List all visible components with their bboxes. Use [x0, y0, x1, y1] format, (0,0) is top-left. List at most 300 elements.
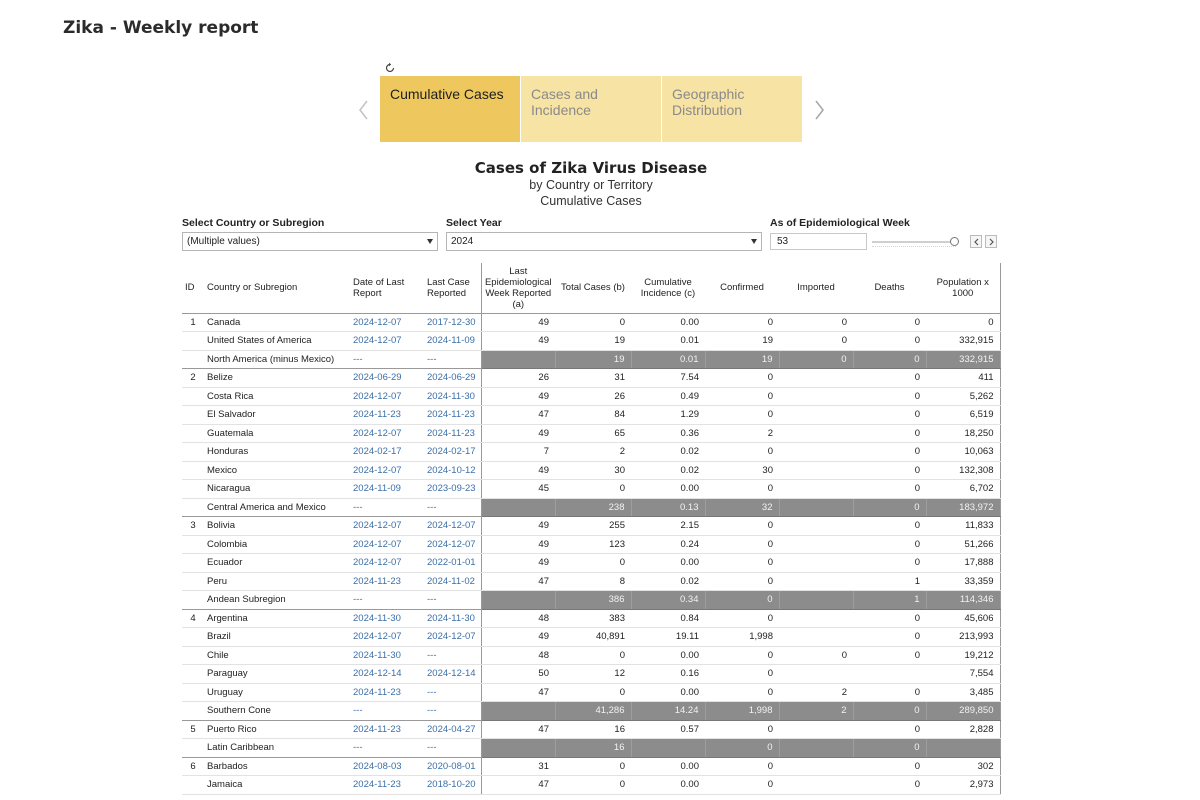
cell-total-cases: 19 [555, 332, 631, 351]
cell-date-last-report[interactable]: 2024-12-14 [350, 665, 424, 684]
cell-country: Nicaragua [204, 480, 350, 499]
cell-imported [779, 739, 853, 758]
cell-last-epi-week [481, 739, 555, 758]
cell-last-epi-week: 49 [481, 424, 555, 443]
table-row [182, 535, 1000, 554]
cell-imported [779, 387, 853, 406]
year-select[interactable] [446, 232, 762, 251]
cell-imported: 0 [779, 646, 853, 665]
tab-geographic-distribution[interactable]: Geographic Distribution [662, 76, 802, 142]
cell-imported [779, 554, 853, 573]
cell-confirmed: 0 [705, 720, 779, 739]
cell-last-case[interactable]: 2024-12-14 [424, 665, 481, 684]
cell-deaths: 0 [853, 424, 926, 443]
cell-population: 51,266 [926, 535, 1000, 554]
col-header-total-cases: Total Cases (b) [561, 282, 625, 294]
cell-date-last-report: --- [350, 498, 424, 517]
cell-deaths: 0 [853, 387, 926, 406]
cell-country: El Salvador [204, 406, 350, 425]
cell-population: 213,993 [926, 628, 1000, 647]
cell-deaths: 0 [853, 406, 926, 425]
cell-incidence: 1.29 [631, 406, 705, 425]
cell-population: 19,212 [926, 646, 1000, 665]
subtotal-row [182, 498, 1000, 517]
cell-imported [779, 572, 853, 591]
cell-country: Costa Rica [204, 387, 350, 406]
cell-imported [779, 609, 853, 628]
cell-date-last-report[interactable]: 2024-12-07 [350, 554, 424, 573]
cell-id [182, 591, 204, 610]
cell-id [182, 480, 204, 499]
cell-deaths: 0 [853, 480, 926, 499]
cell-last-epi-week: 47 [481, 776, 555, 795]
cell-imported [779, 535, 853, 554]
week-slider-ticks [872, 246, 956, 249]
subtotal-row [182, 350, 1000, 369]
year-filter-label: Select Year [446, 217, 502, 229]
cell-country: Southern Cone [204, 702, 350, 721]
cell-last-epi-week: 50 [481, 665, 555, 684]
cell-id [182, 665, 204, 684]
cell-deaths: 0 [853, 628, 926, 647]
cell-last-case[interactable]: 2017-12-30 [424, 313, 481, 332]
cell-confirmed: 0 [705, 517, 779, 536]
cell-deaths: 0 [853, 683, 926, 702]
week-slider-track[interactable] [872, 241, 956, 243]
cell-last-case[interactable]: 2024-11-02 [424, 572, 481, 591]
cell-country: Paraguay [204, 665, 350, 684]
cell-date-last-report[interactable]: 2024-12-07 [350, 424, 424, 443]
cell-country: Puerto Rico [204, 720, 350, 739]
cell-country: Andean Subregion [204, 591, 350, 610]
cell-total-cases: 31 [555, 369, 631, 388]
cell-incidence: 0.02 [631, 443, 705, 462]
cell-last-case[interactable]: 2024-02-17 [424, 443, 481, 462]
cell-last-case[interactable]: 2024-12-07 [424, 517, 481, 536]
cell-last-epi-week: 49 [481, 332, 555, 351]
cell-total-cases: 0 [555, 554, 631, 573]
cell-country: Brazil [204, 628, 350, 647]
cell-deaths: 0 [853, 350, 926, 369]
cell-deaths: 0 [853, 720, 926, 739]
cell-imported [779, 757, 853, 776]
cell-total-cases: 123 [555, 535, 631, 554]
cell-last-epi-week: 26 [481, 369, 555, 388]
cell-population: 3,485 [926, 683, 1000, 702]
cell-incidence: 0.57 [631, 720, 705, 739]
cell-country: Belize [204, 369, 350, 388]
cell-deaths: 0 [853, 739, 926, 758]
cell-population: 0 [926, 313, 1000, 332]
cell-country: Mexico [204, 461, 350, 480]
cell-date-last-report: --- [350, 739, 424, 758]
cell-incidence: 2.15 [631, 517, 705, 536]
cell-last-case[interactable]: 2020-08-01 [424, 757, 481, 776]
caret-down-icon [751, 239, 757, 244]
cell-total-cases: 40,891 [555, 628, 631, 647]
cell-id: 2 [182, 369, 204, 388]
cell-deaths: 1 [853, 572, 926, 591]
cell-deaths: 0 [853, 313, 926, 332]
cell-population: 289,850 [926, 702, 1000, 721]
cell-date-last-report[interactable]: 2024-12-07 [350, 387, 424, 406]
cell-last-case[interactable]: 2024-12-07 [424, 535, 481, 554]
cell-deaths: 0 [853, 535, 926, 554]
cell-last-case[interactable]: 2024-06-29 [424, 369, 481, 388]
cell-imported [779, 369, 853, 388]
cell-population: 5,262 [926, 387, 1000, 406]
cell-imported [779, 776, 853, 795]
cell-id: 1 [182, 313, 204, 332]
cell-date-last-report[interactable]: 2024-11-30 [350, 609, 424, 628]
cell-date-last-report[interactable]: 2024-12-07 [350, 628, 424, 647]
cell-last-case: --- [424, 683, 481, 702]
cell-id [182, 535, 204, 554]
cell-last-case[interactable]: 2023-09-23 [424, 480, 481, 499]
table-row [182, 387, 1000, 406]
cell-last-case: --- [424, 591, 481, 610]
cell-imported [779, 665, 853, 684]
cell-country: Uruguay [204, 683, 350, 702]
cell-date-last-report: --- [350, 350, 424, 369]
cell-last-epi-week: 49 [481, 387, 555, 406]
cell-imported: 2 [779, 702, 853, 721]
cell-imported: 0 [779, 350, 853, 369]
cell-deaths [853, 665, 926, 684]
cell-id: 5 [182, 720, 204, 739]
cell-confirmed: 0 [705, 535, 779, 554]
cell-confirmed: 32 [705, 498, 779, 517]
story-navigator [355, 76, 830, 142]
cell-id [182, 424, 204, 443]
cell-incidence: 0.00 [631, 480, 705, 499]
caret-down-icon [427, 239, 433, 244]
table-row [182, 572, 1000, 591]
cell-deaths: 0 [853, 498, 926, 517]
cell-incidence: 0.00 [631, 554, 705, 573]
cell-incidence: 0.02 [631, 572, 705, 591]
cell-last-case: --- [424, 739, 481, 758]
cell-id [182, 461, 204, 480]
cell-date-last-report[interactable]: 2024-11-23 [350, 683, 424, 702]
cell-deaths: 0 [853, 776, 926, 795]
cell-last-case[interactable]: 2024-04-27 [424, 720, 481, 739]
cell-last-epi-week: 49 [481, 535, 555, 554]
cell-imported [779, 480, 853, 499]
cell-deaths: 1 [853, 591, 926, 610]
cell-last-epi-week [481, 350, 555, 369]
cell-date-last-report[interactable]: 2024-12-07 [350, 517, 424, 536]
cell-last-epi-week: 49 [481, 461, 555, 480]
cell-last-epi-week: 47 [481, 406, 555, 425]
cell-date-last-report[interactable]: 2024-12-07 [350, 535, 424, 554]
cell-date-last-report[interactable]: 2024-06-29 [350, 369, 424, 388]
cell-country: Jamaica [204, 776, 350, 795]
cell-imported [779, 443, 853, 462]
cell-total-cases: 16 [555, 720, 631, 739]
table-row [182, 406, 1000, 425]
table-row [182, 443, 1000, 462]
week-filter-label: As of Epidemiological Week [770, 217, 910, 229]
cell-id [182, 702, 204, 721]
cell-id [182, 350, 204, 369]
table-row [182, 332, 1000, 351]
cell-confirmed: 0 [705, 646, 779, 665]
cell-confirmed: 1,998 [705, 628, 779, 647]
cell-confirmed: 0 [705, 480, 779, 499]
cell-date-last-report[interactable]: 2024-11-23 [350, 572, 424, 591]
cell-date-last-report[interactable]: 2024-12-07 [350, 461, 424, 480]
cell-population: 114,346 [926, 591, 1000, 610]
cell-incidence: 0.36 [631, 424, 705, 443]
cell-date-last-report[interactable]: 2024-11-09 [350, 480, 424, 499]
cell-country: Ecuador [204, 554, 350, 573]
cell-total-cases: 84 [555, 406, 631, 425]
cell-incidence: 0.00 [631, 646, 705, 665]
cell-confirmed: 19 [705, 350, 779, 369]
page-title: Zika - Weekly report [63, 18, 259, 38]
table-row [182, 554, 1000, 573]
cell-deaths: 0 [853, 369, 926, 388]
cell-confirmed: 0 [705, 443, 779, 462]
table-row [182, 313, 1000, 332]
cell-last-case[interactable]: 2024-11-23 [424, 406, 481, 425]
refresh-icon[interactable] [384, 62, 396, 74]
report-subtitle-2: Cumulative Cases [540, 194, 642, 208]
table-row [182, 461, 1000, 480]
cell-total-cases: 41,286 [555, 702, 631, 721]
cell-total-cases: 0 [555, 757, 631, 776]
cell-imported: 2 [779, 683, 853, 702]
cell-id [182, 498, 204, 517]
cell-id [182, 406, 204, 425]
country-select-value: (Multiple values) [187, 236, 260, 247]
tab-cases-and-incidence[interactable]: Cases and Incidence [521, 76, 661, 142]
cell-total-cases: 12 [555, 665, 631, 684]
cell-date-last-report[interactable]: 2024-11-23 [350, 720, 424, 739]
cell-incidence: 0.01 [631, 332, 705, 351]
cell-country: Latin Caribbean [204, 739, 350, 758]
cell-incidence: 0.00 [631, 757, 705, 776]
week-input[interactable]: 53 [770, 233, 867, 250]
cell-total-cases: 26 [555, 387, 631, 406]
cell-total-cases: 383 [555, 609, 631, 628]
cell-confirmed: 0 [705, 609, 779, 628]
cell-last-epi-week: 49 [481, 554, 555, 573]
cell-deaths: 0 [853, 517, 926, 536]
cell-confirmed: 0 [705, 683, 779, 702]
cell-population: 18,250 [926, 424, 1000, 443]
cell-population: 132,308 [926, 461, 1000, 480]
cell-confirmed: 0 [705, 665, 779, 684]
report-subtitle: by Country or Territory [529, 178, 653, 192]
cell-population: 411 [926, 369, 1000, 388]
cell-incidence: 0.16 [631, 665, 705, 684]
col-header-imported: Imported [797, 282, 835, 294]
subtotal-row [182, 702, 1000, 721]
cell-incidence: 0.13 [631, 498, 705, 517]
cell-population: 10,063 [926, 443, 1000, 462]
cell-last-epi-week: 48 [481, 646, 555, 665]
cell-id [182, 572, 204, 591]
cell-date-last-report[interactable]: 2024-02-17 [350, 443, 424, 462]
col-header-last-case: Last Case Reported [427, 276, 470, 299]
cell-last-case[interactable]: 2024-10-12 [424, 461, 481, 480]
week-next-button[interactable] [985, 235, 997, 248]
cell-confirmed: 0 [705, 313, 779, 332]
cell-deaths: 0 [853, 443, 926, 462]
cell-date-last-report[interactable]: 2024-12-07 [350, 313, 424, 332]
cell-date-last-report[interactable]: 2024-08-03 [350, 757, 424, 776]
cell-id [182, 443, 204, 462]
cell-last-epi-week [481, 498, 555, 517]
cell-population: 33,359 [926, 572, 1000, 591]
cell-last-case: --- [424, 646, 481, 665]
cell-incidence: 0.00 [631, 776, 705, 795]
col-header-deaths: Deaths [874, 282, 905, 294]
cell-confirmed: 0 [705, 406, 779, 425]
cell-last-case[interactable]: 2024-11-23 [424, 424, 481, 443]
cell-deaths: 0 [853, 609, 926, 628]
table-header-row [182, 263, 1000, 313]
cell-confirmed: 0 [705, 387, 779, 406]
table-row [182, 683, 1000, 702]
chevron-left-icon [973, 238, 980, 246]
cell-total-cases: 0 [555, 480, 631, 499]
chevron-right-icon [988, 238, 995, 246]
cell-country: United States of America [204, 332, 350, 351]
cell-incidence: 0.34 [631, 591, 705, 610]
cell-incidence: 14.24 [631, 702, 705, 721]
cell-date-last-report[interactable]: 2024-11-23 [350, 776, 424, 795]
cell-country: Canada [204, 313, 350, 332]
subtotal-row [182, 739, 1000, 758]
cell-total-cases: 16 [555, 739, 631, 758]
cell-incidence: 0.84 [631, 609, 705, 628]
chevron-left-icon[interactable] [355, 98, 373, 122]
cell-last-epi-week [481, 702, 555, 721]
cell-incidence: 0.49 [631, 387, 705, 406]
cell-imported [779, 517, 853, 536]
cell-last-epi-week: 7 [481, 443, 555, 462]
cell-id: 4 [182, 609, 204, 628]
cell-population: 7,554 [926, 665, 1000, 684]
cell-imported: 0 [779, 313, 853, 332]
report-title: Cases of Zika Virus Disease [474, 159, 708, 177]
col-header-id: ID [185, 282, 195, 294]
chevron-right-icon[interactable] [810, 98, 828, 122]
col-header-country: Country or Subregion [207, 282, 298, 294]
cell-country: Peru [204, 572, 350, 591]
cell-incidence: 0.00 [631, 683, 705, 702]
cell-country: Barbados [204, 757, 350, 776]
cell-population: 302 [926, 757, 1000, 776]
cell-total-cases: 0 [555, 646, 631, 665]
cell-confirmed: 0 [705, 554, 779, 573]
table-row [182, 646, 1000, 665]
week-slider-thumb[interactable] [950, 237, 959, 246]
cell-population: 2,828 [926, 720, 1000, 739]
tab-cumulative-cases[interactable]: Cumulative Cases [380, 76, 520, 142]
cell-country: Argentina [204, 609, 350, 628]
cell-imported [779, 720, 853, 739]
cell-id: 3 [182, 517, 204, 536]
table-row [182, 628, 1000, 647]
year-select-value: 2024 [451, 236, 474, 247]
cell-imported [779, 498, 853, 517]
cell-deaths: 0 [853, 646, 926, 665]
cell-country: North America (minus Mexico) [204, 350, 350, 369]
cell-last-case[interactable]: 2024-11-30 [424, 609, 481, 628]
cell-last-epi-week [481, 591, 555, 610]
table-row [182, 757, 1000, 776]
cell-last-epi-week: 31 [481, 757, 555, 776]
cell-incidence: 0.24 [631, 535, 705, 554]
table-row [182, 609, 1000, 628]
cell-date-last-report[interactable]: 2024-11-30 [350, 646, 424, 665]
cell-imported [779, 424, 853, 443]
col-header-date-last-report: Date of Last Report [353, 276, 405, 299]
cell-confirmed: 1,998 [705, 702, 779, 721]
subtotal-row [182, 591, 1000, 610]
cell-imported [779, 406, 853, 425]
cell-confirmed: 0 [705, 591, 779, 610]
country-select[interactable] [182, 232, 438, 251]
cell-date-last-report[interactable]: 2024-12-07 [350, 332, 424, 351]
cell-deaths: 0 [853, 702, 926, 721]
cell-last-case[interactable]: 2022-01-01 [424, 554, 481, 573]
cell-id [182, 332, 204, 351]
cell-last-case[interactable]: 2024-11-30 [424, 387, 481, 406]
cell-incidence: 0.02 [631, 461, 705, 480]
table-row [182, 369, 1000, 388]
cell-incidence: 7.54 [631, 369, 705, 388]
cell-confirmed: 0 [705, 757, 779, 776]
table-row [182, 720, 1000, 739]
cell-total-cases: 255 [555, 517, 631, 536]
cell-last-case[interactable]: 2018-10-20 [424, 776, 481, 795]
week-prev-button[interactable] [970, 235, 982, 248]
cell-incidence: 0.01 [631, 350, 705, 369]
cell-population [926, 739, 1000, 758]
cell-last-epi-week: 45 [481, 480, 555, 499]
cell-confirmed: 0 [705, 369, 779, 388]
cell-date-last-report: --- [350, 591, 424, 610]
cell-date-last-report: --- [350, 702, 424, 721]
cell-total-cases: 2 [555, 443, 631, 462]
cell-confirmed: 2 [705, 424, 779, 443]
cell-last-case[interactable]: 2024-12-07 [424, 628, 481, 647]
cell-total-cases: 0 [555, 776, 631, 795]
cell-confirmed: 0 [705, 739, 779, 758]
cell-population: 332,915 [926, 332, 1000, 351]
cell-imported: 0 [779, 332, 853, 351]
cell-last-case[interactable]: 2024-11-09 [424, 332, 481, 351]
cell-date-last-report[interactable]: 2024-11-23 [350, 406, 424, 425]
cell-country: Colombia [204, 535, 350, 554]
cell-total-cases: 238 [555, 498, 631, 517]
cell-last-epi-week: 49 [481, 628, 555, 647]
cell-population: 6,702 [926, 480, 1000, 499]
country-filter-label: Select Country or Subregion [182, 217, 325, 229]
cell-id: 6 [182, 757, 204, 776]
cell-last-epi-week: 49 [481, 313, 555, 332]
cell-population: 45,606 [926, 609, 1000, 628]
cell-total-cases: 386 [555, 591, 631, 610]
cell-confirmed: 30 [705, 461, 779, 480]
col-header-last-epi-week: Last Epidemiological Week Reported (a) [481, 263, 555, 313]
cell-country: Bolivia [204, 517, 350, 536]
